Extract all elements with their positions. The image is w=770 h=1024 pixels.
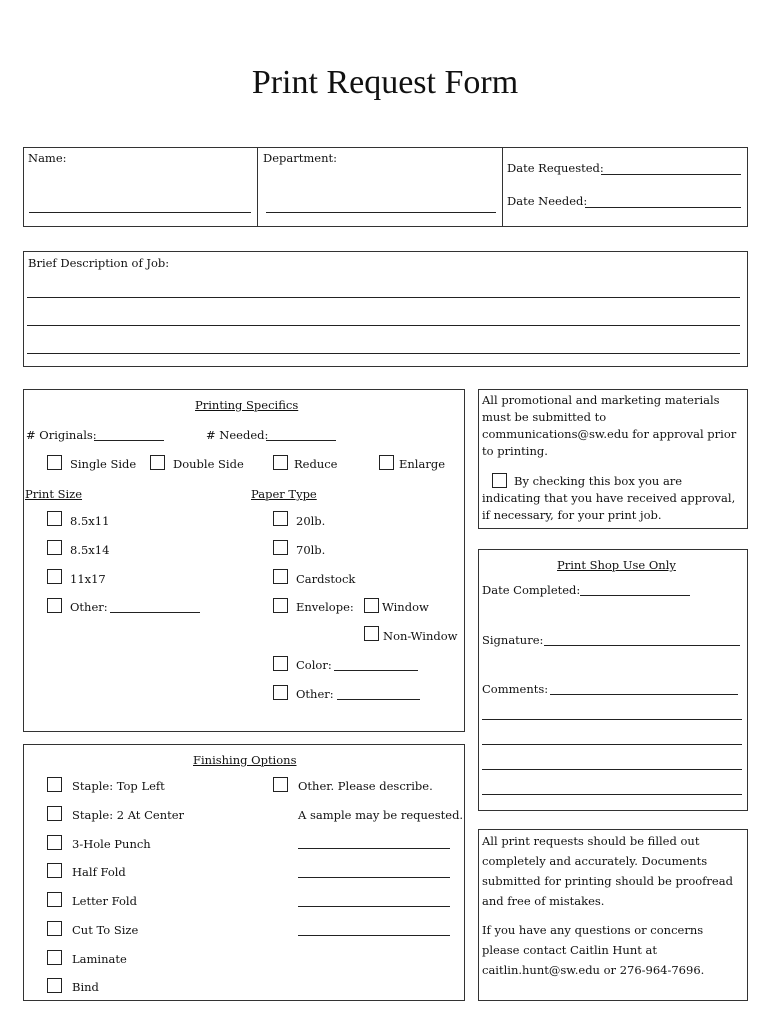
signature-field[interactable]: [544, 645, 740, 646]
envelope-non-window-checkbox[interactable]: [364, 626, 379, 641]
single-side-label: Single Side: [70, 457, 137, 471]
comments-line-2[interactable]: [482, 744, 742, 745]
approval-notice: All promotional and marketing materials must be submitted to communications@sw.edu for approval prior to printing.: [482, 393, 737, 458]
description-line-1[interactable]: [27, 297, 740, 298]
description-line-2[interactable]: [27, 325, 740, 326]
description-label: Brief Description of Job:: [28, 256, 170, 270]
laminate-label: Laminate: [72, 952, 127, 966]
envelope-window-checkbox[interactable]: [364, 598, 379, 613]
cut-to-size-checkbox[interactable]: [47, 921, 62, 936]
size-8-5x11-checkbox[interactable]: [47, 511, 62, 526]
paper-other-label: Other:: [296, 687, 334, 701]
info-paragraph-2: If you have any questions or concerns please contact Caitlin Hunt at caitlin.hunt@sw.edu or 276-964-7696.: [482, 923, 705, 977]
half-fold-label: Half Fold: [72, 865, 126, 879]
needed-label: # Needed:: [206, 428, 269, 442]
finishing-other-label: Other. Please describe.: [298, 779, 433, 793]
staple-2-at-center-label: Staple: 2 At Center: [72, 808, 185, 822]
cut-to-size-label: Cut To Size: [72, 923, 139, 937]
header-divider-1: [257, 147, 258, 227]
staple-top-left-label: Staple: Top Left: [72, 779, 165, 793]
enlarge-label: Enlarge: [399, 457, 445, 471]
print-size-heading: Print Size: [25, 487, 83, 501]
comments-line-4[interactable]: [482, 794, 742, 795]
size-other-label: Other:: [70, 600, 108, 614]
staple-top-left-checkbox[interactable]: [47, 777, 62, 792]
paper-envelope-label: Envelope:: [296, 600, 354, 614]
reduce-checkbox[interactable]: [273, 455, 288, 470]
double-side-label: Double Side: [173, 457, 244, 471]
comments-field[interactable]: [550, 694, 738, 695]
size-8-5x11-label: 8.5x11: [70, 514, 110, 528]
paper-color-field[interactable]: [334, 670, 418, 671]
size-other-checkbox[interactable]: [47, 598, 62, 613]
date-needed-label: Date Needed:: [507, 194, 588, 208]
single-side-checkbox[interactable]: [47, 455, 62, 470]
originals-field[interactable]: [94, 440, 164, 441]
signature-label: Signature:: [482, 633, 544, 647]
finishing-other-line-2[interactable]: [298, 877, 450, 878]
printing-specifics-heading: Printing Specifics: [195, 398, 299, 412]
needed-field[interactable]: [266, 440, 336, 441]
date-requested-label: Date Requested:: [507, 161, 604, 175]
envelope-non-window-label: Non-Window: [383, 629, 458, 643]
name-label: Name:: [28, 151, 67, 165]
finishing-other-line-3[interactable]: [298, 906, 450, 907]
paper-color-checkbox[interactable]: [273, 656, 288, 671]
bind-checkbox[interactable]: [47, 978, 62, 993]
staple-2-at-center-checkbox[interactable]: [47, 806, 62, 821]
shop-use-heading: Print Shop Use Only: [557, 558, 676, 572]
comments-label: Comments:: [482, 682, 549, 696]
double-side-checkbox[interactable]: [150, 455, 165, 470]
originals-label: # Originals:: [26, 428, 97, 442]
paper-color-label: Color:: [296, 658, 332, 672]
description-line-3[interactable]: [27, 353, 740, 354]
date-completed-label: Date Completed:: [482, 583, 581, 597]
paper-70lb-label: 70lb.: [296, 543, 326, 557]
finishing-other-line-1[interactable]: [298, 848, 450, 849]
size-8-5x14-checkbox[interactable]: [47, 540, 62, 555]
sample-note: A sample may be requested.: [298, 808, 464, 822]
paper-20lb-label: 20lb.: [296, 514, 326, 528]
comments-line-3[interactable]: [482, 769, 742, 770]
laminate-checkbox[interactable]: [47, 950, 62, 965]
header-divider-2: [502, 147, 503, 227]
header-box: [23, 147, 748, 227]
bind-label: Bind: [72, 980, 99, 994]
size-11x17-label: 11x17: [70, 572, 106, 586]
paper-20lb-checkbox[interactable]: [273, 511, 288, 526]
approval-checkbox-text-content: By checking this box you are indicating that you have received approval, if necessary, for your print job.: [482, 474, 736, 522]
paper-70lb-checkbox[interactable]: [273, 540, 288, 555]
size-other-field[interactable]: [110, 612, 200, 613]
paper-other-checkbox[interactable]: [273, 685, 288, 700]
paper-other-field[interactable]: [337, 699, 420, 700]
size-11x17-checkbox[interactable]: [47, 569, 62, 584]
three-hole-punch-label: 3-Hole Punch: [72, 837, 151, 851]
letter-fold-label: Letter Fold: [72, 894, 137, 908]
comments-line-1[interactable]: [482, 719, 742, 720]
approval-checkbox-text: [482, 473, 744, 524]
envelope-window-label: Window: [382, 600, 429, 614]
paper-type-heading: Paper Type: [251, 487, 317, 501]
finishing-other-line-4[interactable]: [298, 935, 450, 936]
enlarge-checkbox[interactable]: [379, 455, 394, 470]
reduce-label: Reduce: [294, 457, 338, 471]
department-field[interactable]: [266, 212, 496, 213]
letter-fold-checkbox[interactable]: [47, 892, 62, 907]
name-field[interactable]: [29, 212, 251, 213]
date-requested-field[interactable]: [601, 174, 741, 175]
finishing-options-heading: Finishing Options: [193, 753, 297, 767]
date-needed-field[interactable]: [585, 207, 741, 208]
page-title: Print Request Form: [251, 64, 519, 101]
paper-cardstock-checkbox[interactable]: [273, 569, 288, 584]
three-hole-punch-checkbox[interactable]: [47, 835, 62, 850]
department-label: Department:: [263, 151, 337, 165]
half-fold-checkbox[interactable]: [47, 863, 62, 878]
finishing-other-checkbox[interactable]: [273, 777, 288, 792]
info-paragraph-1: All print requests should be filled out completely and accurately. Documents submitted for printing should be proofread and free of mistakes.: [482, 834, 733, 908]
paper-envelope-checkbox[interactable]: [273, 598, 288, 613]
paper-cardstock-label: Cardstock: [296, 572, 356, 586]
size-8-5x14-label: 8.5x14: [70, 543, 110, 557]
date-completed-field[interactable]: [580, 595, 690, 596]
